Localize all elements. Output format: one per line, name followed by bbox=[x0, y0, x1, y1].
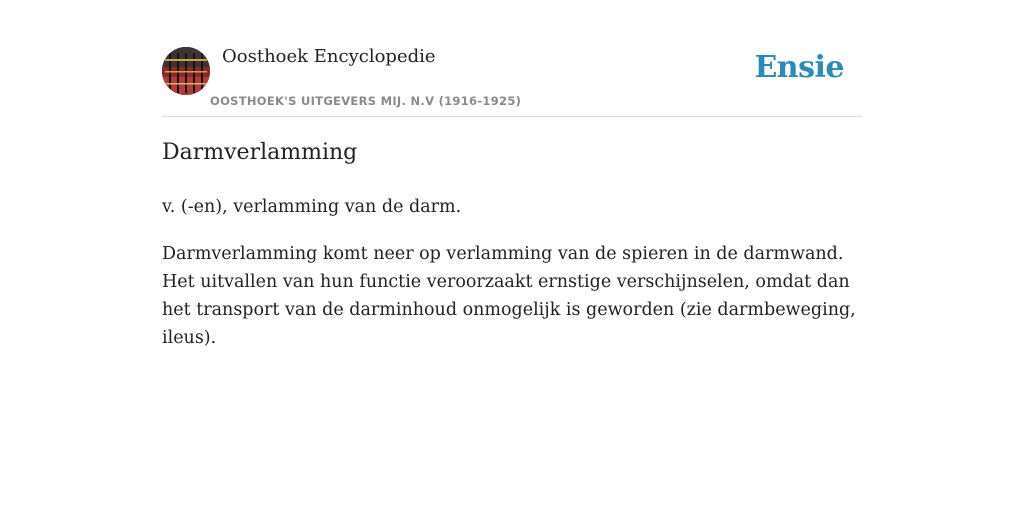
books-image bbox=[162, 47, 210, 95]
entry-body: Darmverlamming komt neer op verlamming van de spieren in de darmwand. Het uitvallen van hun functie veroorzaakt ernstige verschijnselen, omdat dan het transport van de darminhoud onmogelijk is geworden (zie darmbeweging, ileus). bbox=[162, 244, 856, 348]
page-container bbox=[162, 0, 862, 348]
source-title[interactable]: Oosthoek Encyclopedie bbox=[222, 46, 436, 67]
encyclopedia-books-icon[interactable] bbox=[162, 47, 210, 95]
ensie-logo-link[interactable]: Ensie bbox=[754, 50, 844, 85]
entry-title: Darmverlamming bbox=[162, 140, 358, 165]
source-header bbox=[162, 0, 862, 117]
entry-definition: v. (-en), verlamming van de darm. bbox=[162, 197, 462, 217]
source-subtitle: OOSTHOEK'S UITGEVERS MIJ. N.V (1916-1925) bbox=[210, 94, 522, 108]
